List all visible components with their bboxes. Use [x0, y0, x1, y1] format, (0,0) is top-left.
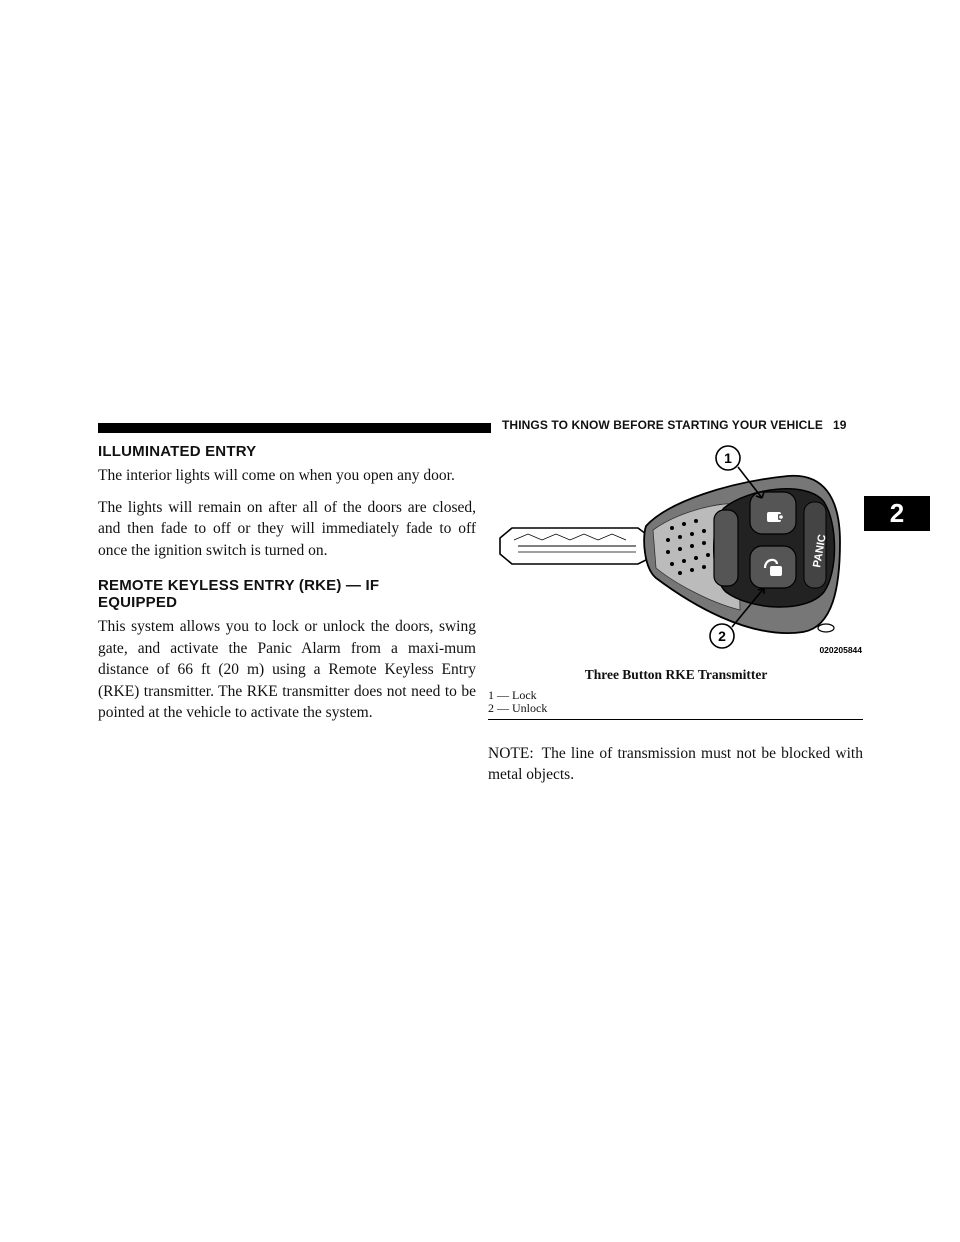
paragraph: The interior lights will come on when you open any door.: [98, 467, 455, 484]
callout-2: 2: [718, 628, 726, 644]
rke-transmitter-illustration: [488, 442, 864, 668]
note-paragraph: [488, 743, 863, 786]
figure-caption: Three Button RKE Transmitter: [584, 667, 768, 682]
running-header: [502, 418, 847, 432]
image-code: 020205844: [819, 645, 862, 655]
paragraph: This system allows you to lock or unlock the doors, swing gate, and activate the Panic Alarm from a maxi-mum distance of 66 ft (20 m) using a Remote Keyless Entry (RKE) transmitter. The RKE transmitter does not need to be pointed at the vehicle to activate the system.: [98, 618, 476, 721]
legend-divider: [488, 719, 863, 720]
legend-item-unlock: 2 — Unlock: [488, 701, 548, 715]
section-heading-rke: [98, 577, 476, 611]
callout-1: 1: [724, 450, 732, 466]
section-heading-rke-line2: EQUIPPED: [98, 594, 178, 611]
section-heading-rke-line1: REMOTE KEYLESS ENTRY (RKE) — IF: [98, 577, 380, 594]
figure-legend: [488, 689, 864, 715]
note-label: NOTE:: [488, 744, 534, 762]
left-column: [98, 443, 476, 724]
header-rule: [98, 423, 491, 433]
page-number: 19: [832, 418, 847, 432]
paragraph: The lights will remain on after all of the doors are closed, and then fade to off or they will immediately fade to off once the ignition switch is turned on.: [98, 498, 476, 559]
header-title: THINGS TO KNOW BEFORE STARTING YOUR VEHICLE: [502, 418, 823, 432]
legend-item-lock: 1 — Lock: [488, 688, 537, 702]
section-heading-illuminated-entry: ILLUMINATED ENTRY: [98, 443, 257, 460]
chapter-tab: 2: [864, 496, 930, 531]
panic-label: PANIC: [811, 533, 829, 569]
note-text: The line of transmission must not be blocked with metal objects.: [488, 744, 863, 783]
